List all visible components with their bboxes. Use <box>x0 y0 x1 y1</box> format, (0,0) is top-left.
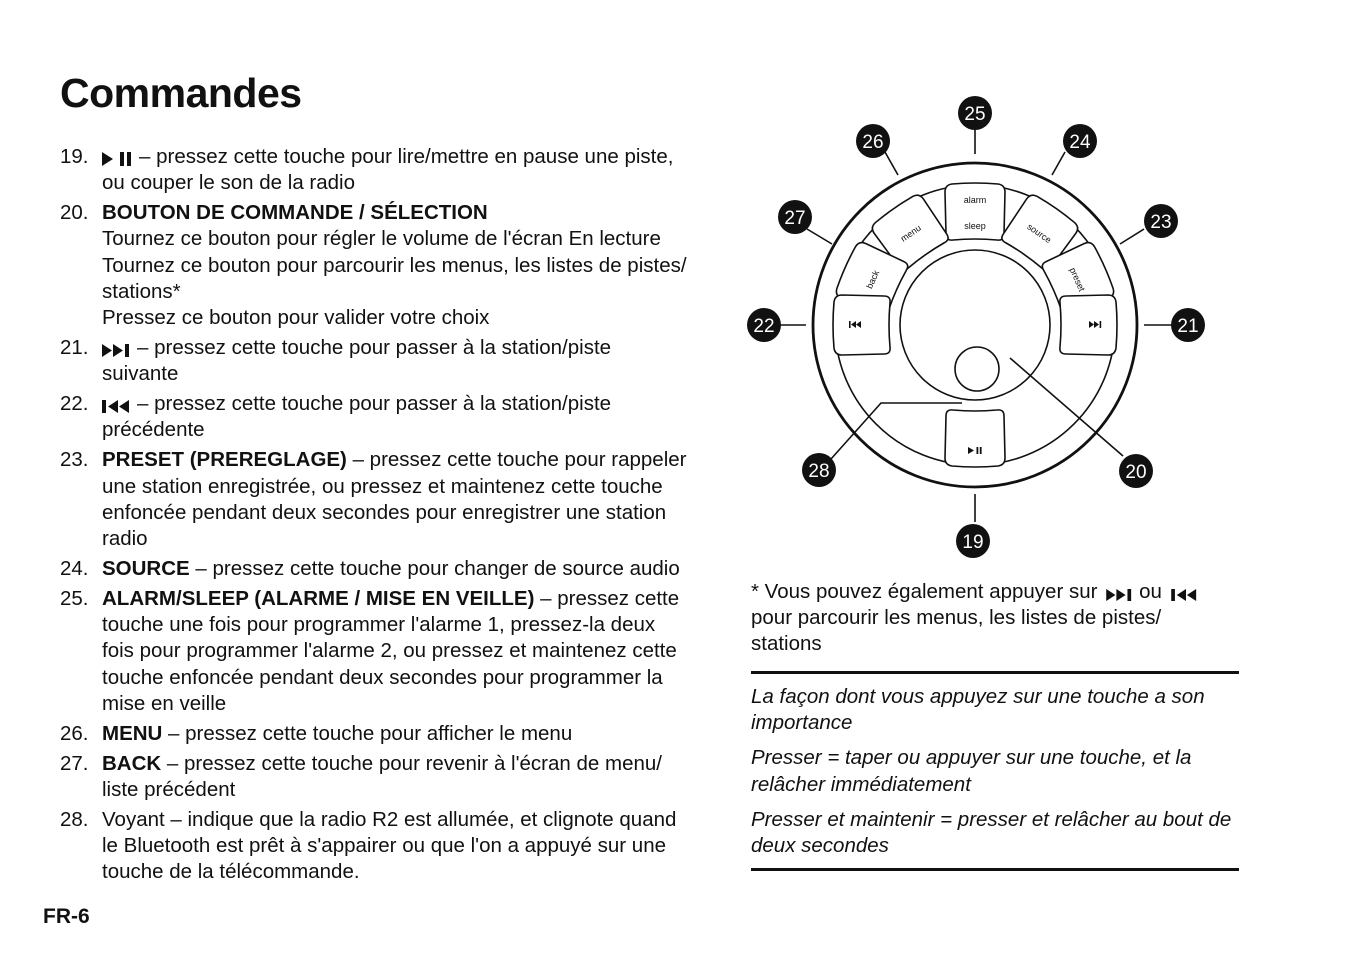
list-item <box>60 144 728 196</box>
item-label: BOUTON DE COMMANDE / SÉLECTION <box>102 201 488 225</box>
item-text: – pressez cette touche pour lire/mettre en pause une piste, <box>139 145 674 168</box>
list-item <box>60 586 728 717</box>
footnote-joiner: ou <box>1139 580 1162 603</box>
item-text: – pressez cette <box>534 587 680 611</box>
item-text: Tournez ce bouton pour régler le volume de l'écran En lecture <box>102 227 661 251</box>
control-panel-diagram <box>740 92 1210 572</box>
svg-text:20: 20 <box>1125 462 1147 483</box>
item-text: fois pour programmer l'alarme 2, ou pressez et maintenez cette <box>102 639 677 663</box>
callout-20 <box>1119 454 1153 488</box>
item-text: enfoncée pendant deux secondes pour enregistrer une station <box>102 500 667 524</box>
press-info-box <box>751 684 1241 868</box>
preset-label: preset <box>1067 265 1087 293</box>
item-text: une station enregistrée, ou pressez et maintenez cette touche <box>102 474 663 498</box>
divider-bottom <box>751 868 1239 871</box>
item-text: Pressez ce bouton pour valider votre choix <box>102 306 490 330</box>
item-text: stations* <box>102 279 181 303</box>
callout-19 <box>956 524 990 558</box>
item-text: – pressez cette touche pour passer à la station/piste <box>137 392 612 416</box>
item-label: PRESET (PREREGLAGE) <box>102 448 347 472</box>
item-text: Voyant – indique que la radio R2 est allumée, et clignote quand <box>102 808 677 832</box>
next-track-button[interactable] <box>1060 295 1117 355</box>
item-number: 19. <box>60 145 89 168</box>
item-text: touche de la télécommande. <box>102 860 360 884</box>
next-track-icon <box>102 341 134 354</box>
footnote-text: * Vous pouvez également appuyer sur <box>751 580 1098 603</box>
list-item <box>60 447 728 552</box>
item-text: – pressez cette touche pour passer à la station/piste <box>137 336 612 360</box>
list-item <box>60 391 728 443</box>
previous-track-icon <box>102 397 134 410</box>
item-number: 21. <box>60 336 89 360</box>
previous-track-button[interactable] <box>833 295 890 355</box>
item-number: 26. <box>60 721 89 745</box>
page-title: Commandes <box>60 70 302 116</box>
svg-text:23: 23 <box>1150 212 1172 233</box>
next-track-icon <box>1106 586 1136 598</box>
svg-text:28: 28 <box>808 461 830 482</box>
list-item <box>60 807 728 886</box>
item-text: – pressez cette touche pour afficher le menu <box>162 721 573 745</box>
callout-27 <box>778 200 812 234</box>
footnote-text: pour parcourir les menus, les listes de pistes/ <box>751 606 1162 630</box>
list-item <box>60 200 728 331</box>
item-text: suivante <box>102 362 179 386</box>
item-label: MENU <box>102 721 163 745</box>
footnote-text: stations <box>751 632 822 656</box>
item-number: 25. <box>60 587 89 611</box>
item-number: 23. <box>60 448 89 472</box>
item-text: Tournez ce bouton pour parcourir les menus, les listes de pistes/ <box>102 253 687 277</box>
callout-25 <box>958 96 992 130</box>
item-number: 28. <box>60 808 89 832</box>
list-item <box>60 721 728 747</box>
info-paragraph: Presser et maintenir = presser et relâcher au bout de deux secondes <box>751 807 1232 858</box>
callout-22 <box>747 308 781 342</box>
svg-text:27: 27 <box>784 208 806 229</box>
item-number: 22. <box>60 392 89 416</box>
item-label: BACK <box>102 751 162 775</box>
list-item <box>60 335 728 387</box>
play-pause-button[interactable] <box>945 410 1005 467</box>
sleep-label: sleep <box>964 221 986 231</box>
item-text: ou couper le son de la radio <box>102 171 356 195</box>
info-paragraph: La façon dont vous appuyez sur une touche a son importance <box>751 685 1205 735</box>
item-number: 20. <box>60 201 89 225</box>
item-label: ALARM/SLEEP (ALARME / MISE EN VEILLE) <box>102 587 535 611</box>
item-text: touche une fois pour programmer l'alarme 1, pressez-la deux <box>102 613 656 637</box>
list-item <box>60 751 728 803</box>
previous-track-icon <box>1171 586 1201 598</box>
item-text: le Bluetooth est prêt à s'appairer ou que l'on a appuyé sur une <box>102 834 666 858</box>
callout-24 <box>1063 124 1097 158</box>
callout-28 <box>802 453 836 487</box>
item-text: – pressez cette touche pour rappeler <box>346 448 687 472</box>
menu-label: menu <box>898 222 923 244</box>
callout-21 <box>1171 308 1205 342</box>
item-number: 24. <box>60 557 89 581</box>
svg-text:22: 22 <box>753 316 775 337</box>
item-text: – pressez cette touche pour changer de source audio <box>189 557 680 581</box>
svg-text:21: 21 <box>1177 316 1199 337</box>
source-label: source <box>1025 221 1054 246</box>
item-text: liste précédent <box>102 778 236 802</box>
callout-26 <box>856 124 890 158</box>
divider-top <box>751 671 1239 674</box>
item-text: mise en veille <box>102 691 227 715</box>
alarm-sleep-button[interactable] <box>945 183 1005 240</box>
item-number: 27. <box>60 751 89 775</box>
play-pause-icon <box>102 149 136 163</box>
alarm-label: alarm <box>963 195 987 205</box>
item-text: touche enfoncée pendant deux secondes pour programmer la <box>102 665 663 689</box>
indicator-light <box>955 347 999 391</box>
svg-text:26: 26 <box>862 132 884 153</box>
svg-text:19: 19 <box>962 532 984 553</box>
item-text: – pressez cette touche pour revenir à l'écran de menu/ <box>161 751 662 775</box>
controls-list <box>60 144 728 889</box>
item-label: SOURCE <box>102 557 190 581</box>
item-text: radio <box>102 527 148 551</box>
footnote <box>751 579 1251 658</box>
list-item <box>60 556 728 582</box>
svg-text:25: 25 <box>964 104 986 125</box>
page-number: FR-6 <box>43 905 90 928</box>
back-label: back <box>864 268 882 291</box>
callout-23 <box>1144 204 1178 238</box>
info-paragraph: Presser = taper ou appuyer sur une touche, et la relâcher immédiatement <box>751 746 1192 796</box>
item-text: précédente <box>102 418 205 442</box>
svg-text:24: 24 <box>1069 132 1091 153</box>
